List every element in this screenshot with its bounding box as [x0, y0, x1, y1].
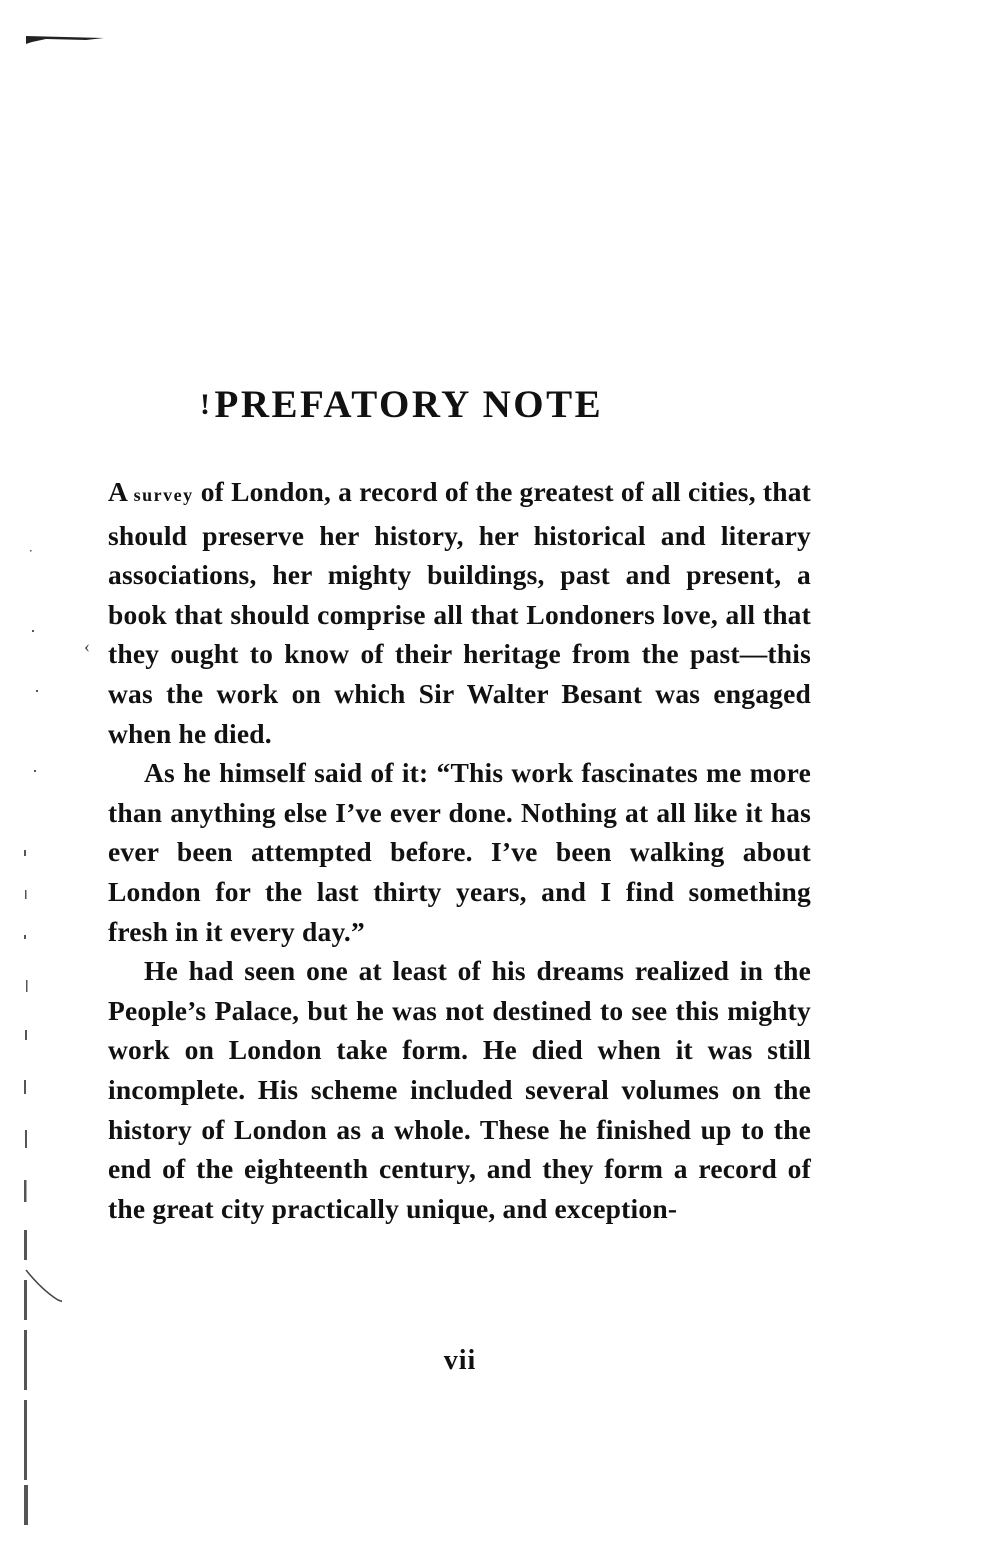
paragraph-1-text: of London, a record of the greatest of all cities, that should preserve her history, her historical and literary associations, her mighty buildings, past and present, a book that should comprise all that Londoners love, all that they ought to know of their heritage from the past—this was the work on which Sir Walter Besant was engaged when he died.	[108, 476, 812, 749]
paragraph-1-smallcaps: survey	[133, 485, 194, 505]
body-text	[108, 472, 811, 1228]
paragraph-2: As he himself said of it: “This work fascinates me more than anything else I’ve ever done. Nothing at all like it has ever been attempted before. I’ve been walking about London for the last thirty years, and I find something fresh in it every day.”	[108, 757, 811, 947]
title-mark: !	[200, 388, 213, 421]
margin-mark: ‹	[84, 636, 90, 656]
scan-binding-edge	[22, 30, 62, 1530]
page-number: vii	[443, 1345, 477, 1376]
page-title	[200, 382, 720, 427]
paragraph-3: He had seen one at least of his dreams realized in the People’s Palace, but he was not destined to see this mighty work on London take form. He died when it was still incomplete. His scheme included several volumes on the history of London as a whole. These he finished up to the end of the eighteenth century, and they form a record of the great city practically unique, and exception-	[108, 955, 811, 1224]
paragraph-1	[108, 472, 811, 753]
page-title-text: PREFATORY NOTE	[214, 383, 604, 426]
paragraph-1-lead: A	[108, 476, 134, 507]
